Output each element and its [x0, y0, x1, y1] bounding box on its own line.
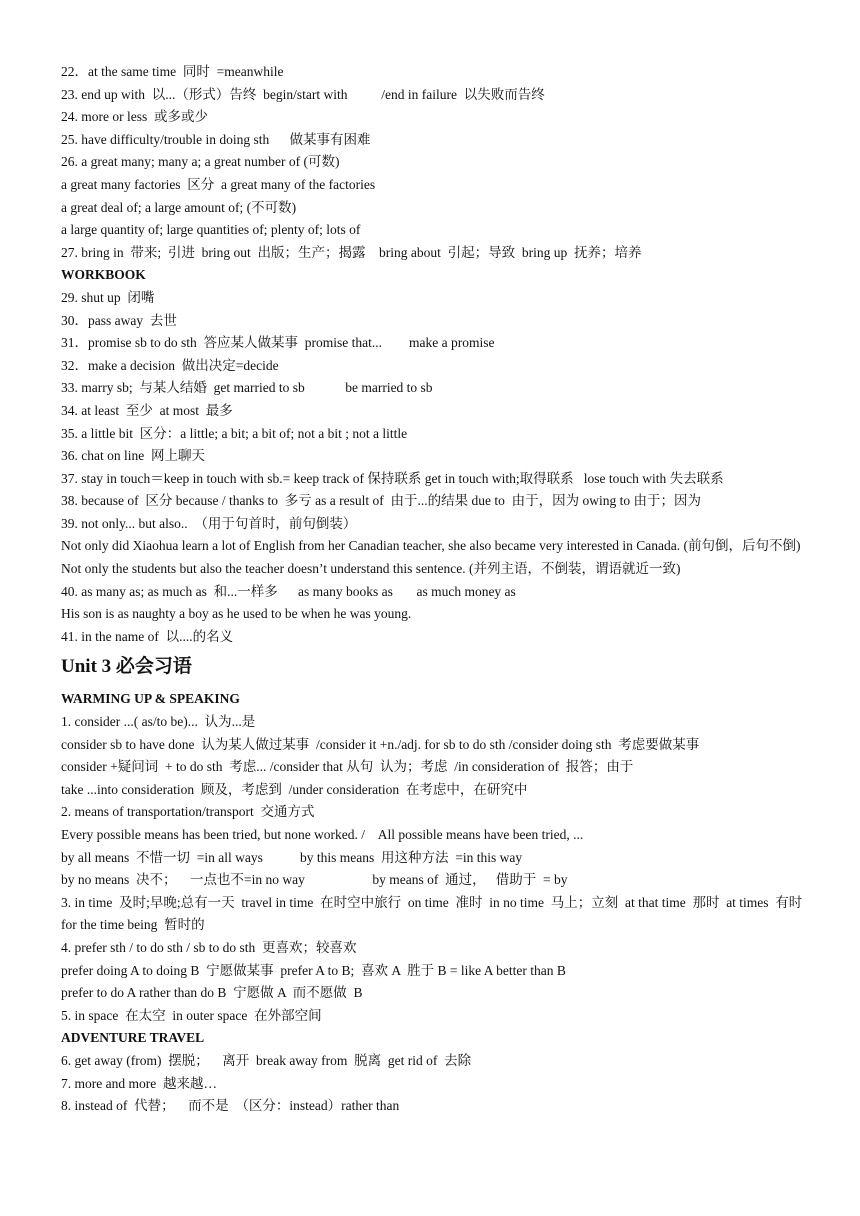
phrase-line: 31．promise sb to do sth 答应某人做某事 promise that... make a promise — [61, 335, 495, 351]
phrase-line: 1. consider ...( as/to be)... 认为...是 — [61, 714, 256, 730]
phrase-line: 4. prefer sth / to do sth / sb to do sth 更喜欢；较喜欢 — [61, 939, 357, 955]
phrase-line: 27. bring in 带来; 引进 bring out 出版；生产；揭露 bring about 引起；导致 bring up 抚养；培养 — [61, 244, 642, 260]
phrase-line: 6. get away (from) 摆脱； 离开 break away from 脱离 get rid of 去除 — [61, 1052, 472, 1068]
phrase-list-section-4 — [61, 1050, 809, 1118]
unit-heading: Unit 3 必会习语 — [61, 656, 192, 678]
phrase-line: 38. because of 区分 because / thanks to 多亏 as a result of 由于...的结果 due to 由于，因为 owing to 由于；因为 — [61, 493, 702, 509]
phrase-line: 41. in the name of 以....的名义 — [61, 628, 234, 644]
phrase-line: 24. more or less 或多或少 — [61, 109, 208, 125]
phrase-line: 30．pass away 去世 — [61, 312, 177, 328]
phrase-line: 3. in time 及时;早晚;总有一天 travel in time 在时空中旅行 on time 准时 in no time 马上；立刻 at that time 那时 at times 有时 for the time being 暂时的 — [61, 894, 813, 933]
phrase-line: 7. more and more 越来越… — [61, 1075, 217, 1091]
phrase-line: a large quantity of; large quantities of; plenty of; lots of — [61, 222, 361, 238]
phrase-line: 39. not only... but also.. （用于句首时，前句倒装） — [61, 515, 357, 531]
phrase-line: Not only the students but also the teacher doesn’t understand this sentence. (并列主语，不倒装，谓语就近一致) — [61, 561, 681, 577]
phrase-line: His son is as naughty a boy as he used to be when he was young. — [61, 606, 412, 622]
phrase-line: a great deal of; a large amount of; (不可数) — [61, 199, 297, 215]
phrase-list-section-3 — [61, 711, 813, 1027]
phrase-line: 35. a little bit 区分：a little; a bit; a bit of; not a bit ; not a little — [61, 425, 408, 441]
phrase-line: a great many factories 区分 a great many of the factories — [61, 176, 376, 192]
phrase-line: by no means 决不； 一点也不=in no way by means of 通过， 借助于 = by — [61, 872, 568, 888]
phrase-line: prefer to do A rather than do B 宁愿做 A 而不愿做 B — [61, 985, 363, 1001]
phrase-line: 23. end up with 以...（形式）告终 begin/start with /end in failure 以失败而告终 — [61, 86, 545, 102]
phrase-line: 34. at least 至少 at most 最多 — [61, 402, 233, 418]
phrase-line: 5. in space 在太空 in outer space 在外部空间 — [61, 1007, 322, 1023]
phrase-line: 37. stay in touch＝keep in touch with sb.= keep track of 保持联系 get in touch with;取得联系 lose touch with 失去联系 — [61, 470, 724, 486]
phrase-line: consider sb to have done 认为某人做过某事 /consider it +n./adj. for sb to do sth /consider doing sth 考虑要做某事 — [61, 736, 700, 752]
phrase-line: 8. instead of 代替； 而不是 （区分：instead）rather than — [61, 1098, 400, 1114]
phrase-line: consider +疑问词 + to do sth 考虑... /consider that 从句 认为；考虑 /in consideration of 报答；由于 — [61, 759, 634, 775]
phrase-list-section-2 — [61, 287, 809, 649]
phrase-line: Every possible means has been tried, but none worked. / All possible means have been tried, ... — [61, 827, 584, 842]
workbook-section-label: WORKBOOK — [61, 267, 146, 283]
phrase-line: prefer doing A to doing B 宁愿做某事 prefer A to B; 喜欢 A 胜于 B = like A better than B — [61, 962, 566, 978]
phrase-line: take ...into consideration 顾及，考虑到 /under consideration 在考虑中，在研究中 — [61, 781, 528, 797]
document-content — [61, 61, 813, 1118]
phrase-line: 2. means of transportation/transport 交通方式 — [61, 804, 315, 820]
phrase-line: 40. as many as; as much as 和...一样多 as many books as as much money as — [61, 583, 516, 599]
phrase-line: 22．at the same time 同时 =meanwhile — [61, 64, 284, 79]
phrase-line: 29. shut up 闭嘴 — [61, 289, 155, 305]
phrase-line: 33. marry sb; 与某人结婚 get married to sb be married to sb — [61, 380, 433, 396]
phrase-line: 32．make a decision 做出决定=decide — [61, 357, 279, 373]
phrase-line: 25. have difficulty/trouble in doing sth 做某事有困难 — [61, 131, 371, 147]
phrase-line: by all means 不惜一切 =in all ways by this means 用这种方法 =in this way — [61, 849, 523, 865]
adventure-travel-section-label: ADVENTURE TRAVEL — [61, 1030, 205, 1046]
phrase-line: Not only did Xiaohua learn a lot of English from her Canadian teacher, she also became very interested in Canada. (前句倒，后句不倒) — [61, 538, 801, 554]
warming-up-section-label: WARMING UP & SPEAKING — [61, 691, 240, 707]
phrase-line: 26. a great many; many a; a great number of (可数) — [61, 154, 340, 170]
phrase-list-section-1 — [61, 61, 809, 264]
phrase-line: 36. chat on line 网上聊天 — [61, 448, 205, 464]
